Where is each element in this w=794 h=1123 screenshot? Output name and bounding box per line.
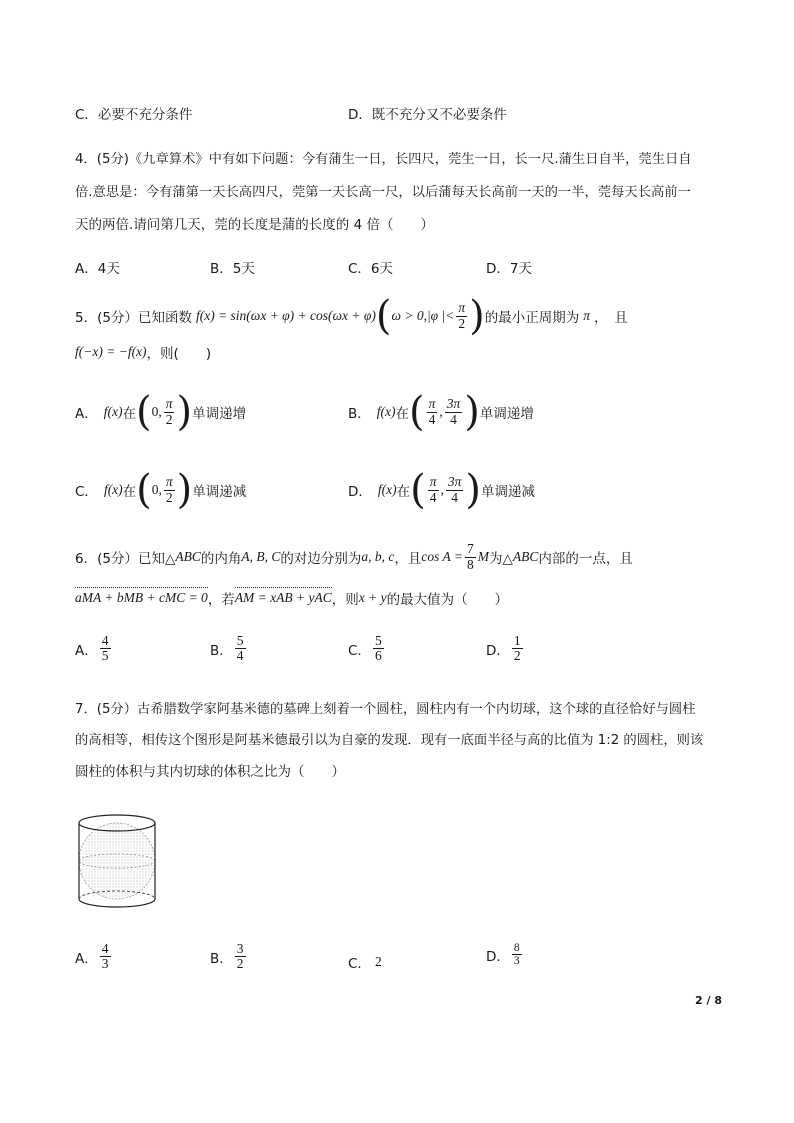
q5-option-b-fx: f(x) [376, 404, 396, 419]
q6-option-d-frac [512, 634, 523, 663]
q5-option-d-frac2-num: 3π [447, 474, 462, 490]
q7-option-b-num: 3 [236, 941, 244, 956]
q5-option-a-rparen: ) [176, 389, 193, 435]
q5-option-b-text: 单调递增 [479, 406, 534, 422]
q6-line2 [75, 588, 508, 608]
q5-option-d-comma: , [440, 482, 444, 497]
q5-option-b-frac1 [427, 397, 438, 426]
q5-option-c-label: C． [75, 484, 98, 500]
q6-option-d-label: D． [486, 642, 510, 659]
q5-option-a-frac-num: π [165, 396, 173, 412]
q5-left-paren: ( [375, 293, 392, 339]
q6-option-d-num: 1 [513, 633, 521, 648]
q7-option-d-num: 8 [513, 942, 520, 954]
q5-option-a-frac [164, 397, 175, 426]
q6-line1 [75, 537, 633, 577]
q5-option-c [75, 468, 246, 512]
prev-option-c: C．必要不充分条件 [75, 107, 193, 123]
q6-option-c-label: C． [348, 642, 371, 659]
q6-cos-den: 8 [466, 556, 474, 572]
q5-option-b-frac2-num: 3π [446, 396, 461, 412]
q5-option-c-lparen: ( [136, 467, 152, 513]
q6-triangle: ABC [175, 549, 201, 564]
q7-option-b-frac [235, 942, 246, 971]
q5-option-c-frac-den: 2 [165, 489, 173, 505]
q6-option-b-frac [235, 634, 246, 663]
q6-vector-eq1: aMA + bMB + cMC = 0 [75, 590, 208, 605]
q5-option-d-frac2-den: 4 [451, 489, 459, 505]
q5-option-d-frac1-num: π [429, 474, 437, 490]
q4-option-c: C．6天 [348, 261, 394, 277]
q4-option-b: B．5天 [210, 261, 255, 277]
q4-option-d: D．7天 [486, 261, 532, 277]
q5-option-b-label: B． [348, 406, 371, 422]
q5-option-a-frac-den: 2 [165, 411, 173, 427]
q6-cos-fraction [465, 542, 476, 571]
q5-option-a-zero: 0, [151, 404, 162, 419]
q6-prefix: 6．(5分）已知△ [75, 551, 176, 567]
q6-text1: 的内角 [200, 551, 242, 567]
q6-triangle-2: ABC [512, 549, 539, 564]
q5-right-paren: ) [469, 293, 485, 339]
q4-line2: 倍.意思是：今有蒲第一天长高四尺，莞第一天长高一尺，以后蒲每天长高前一天的一半，莞每天长高前一 [75, 185, 691, 200]
q6-option-d-den: 2 [513, 648, 521, 664]
q4-line3: 天的两倍.请问第几天，莞的长度是蒲的长度的 4 倍（ ） [75, 217, 434, 233]
q5-condition-fraction [456, 301, 467, 330]
q5-cond-den: 2 [458, 315, 466, 331]
q7-option-d [486, 942, 524, 967]
q7-option-c-value: 2 [374, 954, 382, 969]
q6-option-b-den: 4 [236, 648, 244, 664]
q5-option-c-fx: f(x) [103, 482, 123, 497]
page-number: 2 / 8 [695, 994, 722, 1007]
cylinder-sphere-figure [70, 805, 166, 917]
q5-option-c-frac [164, 475, 175, 504]
q6-text3: ，且 [394, 551, 422, 567]
q5-option-d-label: D． [348, 484, 372, 500]
q5-suffix: 的最小正周期为 [484, 310, 580, 326]
q6-option-b-label: B． [210, 642, 233, 659]
q5-condition: ω > 0,|φ |< [391, 308, 455, 323]
q5-odd-condition: f(−x) = −f(x) [75, 344, 147, 359]
q5-function: f(x) = sin(ωx + φ) + cos(ωx + φ) [195, 308, 376, 323]
q6-cos-num: 7 [466, 541, 474, 557]
q5-option-a [75, 390, 246, 434]
prev-option-d: D．既不充分又不必要条件 [348, 107, 507, 123]
inscribed-sphere [79, 823, 155, 899]
q7-line1: 7．(5分）古希腊数学家阿基米德的墓碑上刻着一个圆柱，圆柱内有一个内切球，这个球的直径恰好与圆柱 [75, 702, 696, 717]
q5-option-b-rparen: ) [464, 389, 480, 435]
q5-option-a-fx: f(x) [103, 404, 123, 419]
q5-option-d-frac1-den: 4 [429, 489, 437, 505]
q7-option-d-label: D． [486, 948, 510, 965]
q5-option-c-frac-num: π [165, 474, 173, 490]
q5-prefix: 5．(5分）已知函数 [75, 310, 192, 326]
q6-option-c-num: 5 [374, 633, 382, 648]
q5-option-d [348, 468, 535, 512]
q7-option-c [348, 952, 382, 972]
q5-option-b-frac1-num: π [428, 396, 436, 412]
q5-option-c-rparen: ) [176, 467, 193, 513]
q5-option-d-frac2 [446, 475, 464, 504]
q5-option-b-lparen: ( [409, 389, 425, 435]
q5-option-a-text: 单调递增 [192, 406, 247, 422]
q7-line2: 的高相等，相传这个图形是阿基米德最引以为自豪的发现．现有一底面半径与高的比值为 1:2 的圆柱，则该 [75, 733, 704, 748]
q5-option-c-zero: 0, [151, 482, 162, 497]
q5-option-b-comma: , [439, 404, 443, 419]
cylinder-bottom-front [79, 899, 155, 907]
q6-text2: 的对边分别为 [280, 551, 362, 567]
q6-option-a [75, 634, 113, 663]
q5-option-a-label: A． [75, 406, 98, 422]
q7-option-a-label: A． [75, 950, 98, 967]
q7-option-a-num: 4 [101, 941, 109, 956]
q7-option-d-frac [512, 942, 522, 967]
q5-option-d-lparen: ( [410, 467, 426, 513]
q7-option-d-den: 3 [513, 955, 520, 968]
q6-vector-eq2: AM = xAB + yAC [234, 590, 332, 605]
q6-text5: 内部的一点，且 [538, 551, 633, 567]
q7-option-b-den: 2 [236, 956, 244, 972]
q7-option-c-label: C． [348, 956, 371, 972]
q5-cond-num: π [458, 300, 466, 316]
q6-cos: cos A = [421, 549, 463, 564]
q5-option-d-rparen: ) [465, 467, 482, 513]
q6-option-d [486, 634, 525, 663]
q6-option-a-frac [100, 634, 111, 663]
q6-option-b-num: 5 [236, 633, 244, 648]
q7-option-a [75, 942, 113, 971]
q5-option-d-fx: f(x) [377, 482, 397, 497]
q6-xy: x + y [358, 590, 387, 605]
q5-option-c-text: 单调递减 [192, 484, 247, 500]
q7-option-a-frac [100, 942, 111, 971]
q6-option-a-num: 4 [101, 633, 109, 648]
q5-option-a-lparen: ( [135, 389, 152, 435]
q5-option-c-in: 在 [122, 484, 137, 500]
q7-line3: 圆柱的体积与其内切球的体积之比为（ ） [75, 764, 345, 780]
q6-option-b [210, 634, 248, 663]
q5-option-b-in: 在 [395, 406, 409, 422]
q5-option-d-frac1 [428, 475, 439, 504]
q5-option-a-in: 在 [122, 406, 136, 422]
q5-line2 [75, 342, 211, 362]
q6-option-c-den: 6 [374, 648, 382, 664]
q5-option-d-in: 在 [396, 484, 411, 500]
q5-option-b-frac2-den: 4 [450, 411, 457, 427]
q6-text4: 为△ [488, 551, 513, 567]
q7-option-b [210, 942, 248, 971]
q5-option-b-frac2 [445, 397, 463, 426]
q5-option-b [348, 390, 534, 434]
q6-line2-text2: ，则 [331, 592, 359, 608]
q6-line2-text1: ，若 [207, 592, 235, 608]
q4-option-a: A．4天 [75, 261, 120, 277]
q6-option-c-frac [373, 634, 384, 663]
q5-and: ， 且 [594, 310, 628, 326]
q4-line1: 4．(5分)《九章算术》中有如下问题：今有蒲生一日，长四尺，莞生一日，长一尺.蒲生日自半，莞生日自 [75, 152, 692, 167]
q6-option-c [348, 634, 386, 663]
q5-option-d-text: 单调递减 [481, 484, 536, 500]
q5-period: π [583, 308, 590, 323]
q5-line1 [75, 293, 628, 339]
q6-line2-text3: 的最大值为（ ） [386, 592, 509, 608]
q6-sides: a, b, c [361, 549, 395, 564]
q5-line2-text: ，则( ) [146, 346, 212, 362]
q6-option-a-label: A． [75, 642, 98, 659]
q7-option-b-label: B． [210, 950, 233, 967]
q6-option-a-den: 5 [101, 648, 109, 664]
q5-option-b-frac1-den: 4 [428, 411, 436, 427]
q6-point-m: M [477, 549, 489, 564]
q6-angles: A, B, C [241, 549, 281, 564]
q7-option-a-den: 3 [101, 956, 109, 972]
